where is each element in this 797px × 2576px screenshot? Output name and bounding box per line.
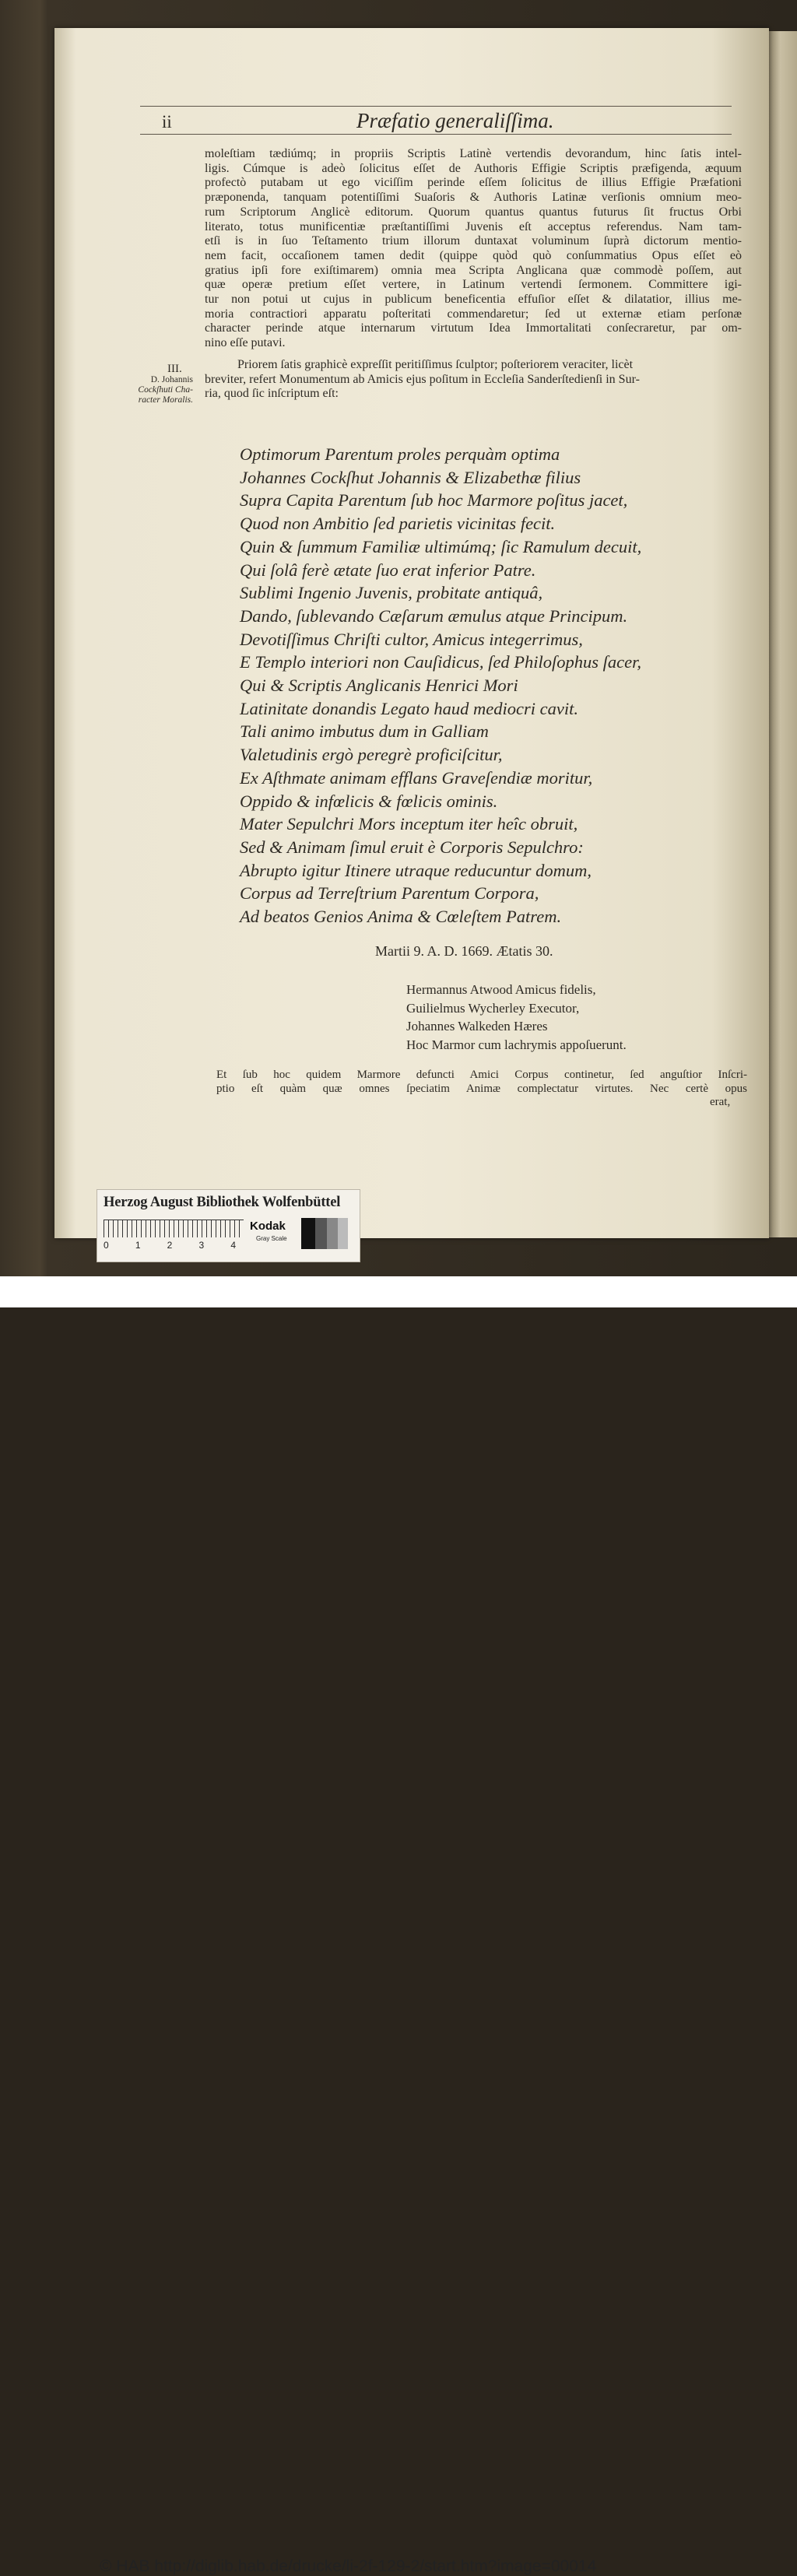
text-line: gratius ipſi fore exiſtimarem) omnia mea Scripta Anglicana quæ commodè poſſem, aut [205,263,742,277]
margin-note-line: Cockſhuti Cha- [138,385,193,395]
text-line: rum Scriptorum Anglicè editorum. Quorum quantus quantus futurus ſit fructus Orbi [205,205,742,219]
epitaph-line: Optimorum Parentum proles perquàm optima [240,444,560,464]
scale-digit: 3 [198,1240,205,1251]
epitaph-line: E Templo interiori non Cauſidicus, ſed Philoſophus ſacer, [240,652,642,672]
book-page [54,28,769,1238]
section-number: III. [167,363,182,375]
epitaph-line: Quin & ſummum Familiæ ultimúmq; ſic Ramulum decuit, [240,536,642,556]
running-title: Præfatio generaliſſima. [356,109,554,132]
epitaph-line: Devotiſſimus Chriſti cultor, Amicus integerrimus, [240,629,583,649]
epitaph-line: Corpus ad Terreſtrium Parentum Corpora, [240,883,539,904]
text-line: etſi is in ſuo Teſtamento trium illorum duntaxat voluminum ſuprà dictorum mentio- [205,234,742,248]
epitaph-line: Supra Capita Parentum ſub hoc Marmore poſitus jacet, [240,490,628,511]
text-line: quæ operæ pretium eſſet vertere, in Latinum vertendi ſermonem. Committere igi- [205,278,742,292]
text-line: moleſtiam tædiúmq; in propriis Scriptis Latinè vertendis devorandum, hinc ſatis intel- [205,147,742,160]
epitaph-line: Mater Sepulchri Mors inceptum iter heîc obruit, [240,814,578,834]
text-line: breviter, refert Monumentum ab Amicis ejus poſitum in Eccleſia Sanderſtedienſi in Sur- [205,372,640,386]
library-label [97,1189,360,1262]
text-line: nino eſſe putavi. [205,336,286,350]
gray-scale-patches [301,1218,348,1249]
signatory-line: Hoc Marmor cum lachrymis appoſuerunt. [406,1037,627,1052]
text-line: præponenda, tanquam potentiſſimi Suaſoris & Authoris Latinæ verſionis omnium meo- [205,191,742,205]
signatories [406,981,627,1054]
text-line: character perinde atque internarum virtutum Idea Immortalitati conſecraretur, par om- [205,321,742,335]
epitaph-line: Sed & Animam ſimul eruit è Corporis Sepulchro: [240,837,584,857]
scale-digits [104,1240,236,1251]
library-name: Herzog August Bibliothek Wolfenbüttel [104,1195,341,1210]
text-line: literato, totus munificentiæ præſtantiſſimi Juvenis eſt acceptus referendus. Nam tam- [205,219,742,233]
text-line: tur non potui ut cujus in publicum beneficentia effuſior eſſet & dilatatior, illius me- [205,293,742,307]
text-line: profectò putabam ut ego viciſſim perinde eſſem ſolicitus de illius Effigie Præfationi [205,176,742,190]
epitaph-line: Abrupto igitur Itinere utraque reducuntur domum, [240,860,592,880]
signatory-line: Guilielmus Wycherley Executor, [406,1000,580,1016]
copyright-url[interactable]: © HAB http://diglib.hab.de/drucke/li-2f-129-2/start.htm?image=00014 [100,2557,597,2575]
epitaph-line: Tali animo imbutus dum in Galliam [240,721,489,742]
epitaph-line: Sublimi Ingenio Juvenis, probitate antiquâ, [240,583,543,603]
text-line: ligis. Cúmque is adeò ſolicitus eſſet de Authoris Effigie Scriptis præfigenda, æquum [205,161,742,175]
scale-digit: 4 [230,1240,236,1251]
margin-note-line: racter Moralis. [138,395,193,405]
epitaph-line: Johannes Cockſhut Johannis & Elizabethæ filius [240,467,581,487]
epitaph-line: Ad beatos Genios Anima & Cœleſtem Patrem. [240,907,562,927]
signatory-line: Hermannus Atwood Amicus fidelis, [406,982,596,997]
section-paragraph [205,358,742,402]
signatory-line: Johannes Walkeden Hæres [406,1019,548,1034]
epitaph-line: Latinitate donandis Legato haud mediocri cavit. [240,698,578,718]
epitaph-line: Valetudinis ergò peregrè proficiſcitur, [240,745,503,765]
scale-digit: 2 [167,1240,173,1251]
epitaph-line: Oppido & infœlicis & fœlicis ominis. [240,791,498,811]
text-line: ptio eſt quàm quæ omnes ſpeciatim Animæ complectatur virtutes. Nec certè opus [216,1083,747,1096]
epitaph-date: Martii 9. A. D. 1669. Ætatis 30. [375,943,553,959]
header-rule [140,106,732,107]
text-line: Et ſub hoc quidem Marmore defuncti Amici Corpus continetur, ſed anguſtior Inſcri- [216,1069,747,1081]
text-line: Priorem ſatis graphicè expreſſit peritiſſimus ſculptor; poſteriorem veraciter, licèt [237,358,634,371]
epitaph-line: Qui ſolâ ferè ætate ſuo erat inferior Patre. [240,560,536,580]
epitaph-line: Ex Aſthmate animam efflans Graveſendiæ moritur, [240,767,593,788]
epitaph-line: Dando, ſublevando Cæſarum æmulus atque Principum. [240,605,628,626]
scale-ruler [104,1220,244,1237]
epitaph-line: Quod non Ambitio ſed parietis vicinitas fecit. [240,514,556,534]
header-rule [140,134,732,135]
facing-page-edge [769,31,797,1237]
page-number: ii [162,112,172,132]
text-line: ria, quod ſic inſcriptum eſt: [205,387,339,401]
catchword: erat, [710,1096,731,1108]
epitaph-line: Qui & Scriptis Anglicanis Henrici Mori [240,676,518,696]
epitaph-inscription [240,443,641,928]
margin-note-line: D. Johannis [150,375,193,384]
margin-note [134,375,193,405]
closing-paragraph [216,1068,747,1097]
text-line: moria contractiori apparatu poſteritati commendaretur; ſed ut externæ etiam perſonæ [205,307,742,321]
text-line: nem facit, occaſionem tamen dedit (quippe quòd quò conſummatius Opus eſſet eò [205,248,742,262]
scale-digit: 1 [135,1240,141,1251]
kodak-logo: Kodak [250,1220,286,1233]
footer-bar [0,1276,797,2575]
scale-digit: 0 [104,1240,109,1251]
kodak-subtitle: Gray Scale [256,1235,287,1242]
body-paragraph [205,147,742,351]
